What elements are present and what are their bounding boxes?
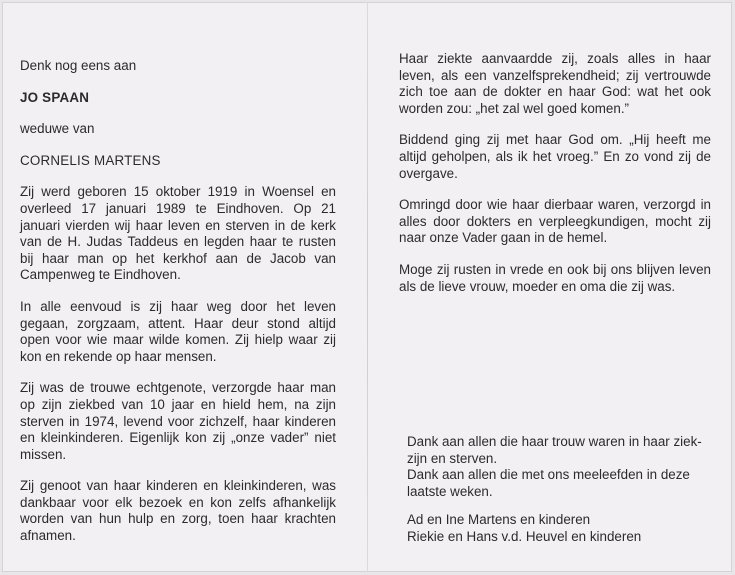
character-paragraph: In alle eenvoud is zij haar weg door het leven gegaan, zorgzaam, attent. Haar deur stond altijd open voor wie maar wilde komen. Zij hielp waar zij kon en rekende op haar mensen. — [20, 298, 336, 364]
thanks-section — [407, 434, 707, 546]
deceased-name: JO SPAAN — [20, 89, 90, 105]
family-signature-1: Ad en Ine Martens en kinderen — [407, 512, 591, 528]
family-paragraph: Zij genoot van haar kinderen en kleinkinderen, was dankbaar voor elk bezoek en kon zelfs afhankelijk worden van hun hulp en zorg, toen haar krachten afnamen. — [20, 478, 336, 544]
right-page — [399, 51, 711, 310]
bio-paragraph: Zij werd geboren 15 oktober 1919 in Woensel en overleed 17 januari 1989 te Eindhoven. Op 21 januari vierden wij haar leven en sterven in de kerk van de H. Judas Taddeus en legden haar te rusten bij haar man op het kerkhof aan de Jacob van Campenweg te Eindhoven. — [20, 184, 336, 283]
thanks-line-2: Dank aan allen die met ons meeleefden in deze laatste weken. — [407, 467, 690, 499]
passing-paragraph: Omringd door wie haar dierbaar waren, verzorgd in alles door dokters en verpleegkundigen, mocht zij naar onze Vader gaan in de hemel. — [399, 197, 711, 246]
illness-paragraph: Haar ziekte aanvaardde zij, zoals alles in haar leven, als een vanzelfsprekendheid; zij vertrouwde zich toe aan de dokter en haar God: wat het ook worden zou: „het zal wel goed komen.” — [399, 51, 711, 116]
marriage-paragraph: Zij was de trouwe echtgenote, verzorgde haar man op zijn ziekbed van 10 jaar en hield hem, na zijn sterven in 1974, levend voor zichzelf, haar kinderen en kleinkinderen. Eigenlijk kon zij „onze vader” niet missen. — [20, 380, 336, 462]
relation-line: weduwe van — [20, 121, 95, 137]
left-page — [20, 58, 336, 560]
husband-name: CORNELIS MARTENS — [20, 152, 161, 168]
card-fold-line — [367, 2, 368, 572]
thanks-line-1: Dank aan allen die haar trouw waren in haar ziek-zijn en sterven. — [407, 434, 702, 466]
intro-line: Denk nog eens aan — [20, 58, 137, 73]
prayer-paragraph: Biddend ging zij met haar God om. „Hij heeft me altijd geholpen, als ik het vroeg.” En zo vond zij de overgave. — [399, 132, 711, 181]
blessing-paragraph: Moge zij rusten in vrede en ook bij ons blijven leven als de lieve vrouw, moeder en oma die zij was. — [399, 261, 711, 294]
family-signature-2: Riekie en Hans v.d. Heuvel en kinderen — [407, 528, 642, 544]
